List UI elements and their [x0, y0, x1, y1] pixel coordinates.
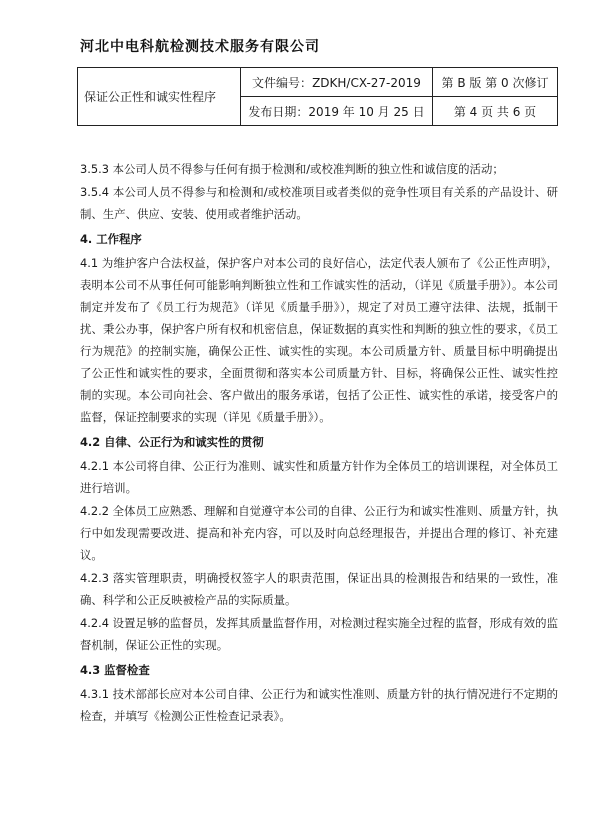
- body-paragraph: 4.2.1 本公司将自律、公正行为准则、诚实性和质量方针作为全体员工的培训课程，对全体员工进行培训。: [80, 459, 558, 495]
- document-body: [80, 158, 558, 728]
- section-heading: 4.2 自律、公正行为和诚实性的贯彻: [80, 435, 264, 449]
- company-name: 河北中电科航检测技术服务有限公司: [80, 39, 320, 55]
- body-paragraph: 3.5.4 本公司人员不得参与和检测和/或校准项目或者类似的竞争性项目有关系的产品设计、研制、生产、供应、安装、使用或者维护活动。: [80, 185, 558, 221]
- body-paragraph: 4.2.4 设置足够的监督员，发挥其质量监督作用，对检测过程实施全过程的监督，形成有效的监督机制，保证公正性的实现。: [80, 616, 558, 652]
- document-number-cell: [241, 68, 433, 97]
- document-number: ZDKH/CX-27-2019: [312, 75, 421, 90]
- body-paragraph: 4.1 为维护客户合法权益，保护客户对本公司的良好信心，法定代表人颁布了《公正性声明》，表明本公司不从事任何可能影响判断独立性和工作诚实性的活动，（详见《质量手册》）。本公司制定并发布了《员工行为规范》（详见《质量手册》），规定了对员工遵守法律、法规，抵制干扰、秉公办事，保护客户所有权和机密信息，保证数据的真实性和判断的独立性的要求，《员工行为规范》的控制实施，确保公正性、诚实性的实现。本公司质量方针、质量目标中明确提出了公正性和诚实性的要求，全面贯彻和落实本公司质量方针、目标，将确保公正性、诚实性控制的实现。本公司向社会、客户做出的服务承诺，包括了公正性、诚实性的承诺，接受客户的监督，保证控制要求的实现（详见《质量手册》）。: [80, 256, 558, 424]
- body-paragraph: 4.3.1 技术部部长应对本公司自律、公正行为和诚实性准则、质量方针的执行情况进行不定期的检查，并填写《检测公正性检查记录表》。: [80, 687, 558, 723]
- document-header-table: [77, 67, 558, 126]
- version-info: 第 B 版 第 0 次修订: [433, 68, 558, 97]
- body-paragraph: 4.2.2 全体员工应熟悉、理解和自觉遵守本公司的自律、公正行为和诚实性准则、质量方针，执行中如发现需要改进、提高和补充内容，可以及时向总经理报告，并提出合理的修订、补充建议。: [80, 504, 558, 562]
- release-date: 2019 年 10 月 25 日: [308, 104, 425, 119]
- release-date-label: 发布日期：: [248, 104, 309, 119]
- document-title: 保证公正性和诚实性程序: [78, 68, 241, 126]
- page-info: 第 4 页 共 6 页: [433, 97, 558, 126]
- body-paragraph: 3.5.3 本公司人员不得参与任何有损于检测和/或校准判断的独立性和诚信度的活动；: [80, 162, 504, 176]
- release-date-cell: [241, 97, 433, 126]
- section-heading: 4.3 监督检查: [80, 663, 150, 677]
- section-heading: 4. 工作程序: [80, 232, 142, 246]
- document-number-label: 文件编号：: [252, 75, 313, 90]
- body-paragraph: 4.2.3 落实管理职责，明确授权签字人的职责范围，保证出具的检测报告和结果的一致性，准确、科学和公正反映被检产品的实际质量。: [80, 571, 558, 607]
